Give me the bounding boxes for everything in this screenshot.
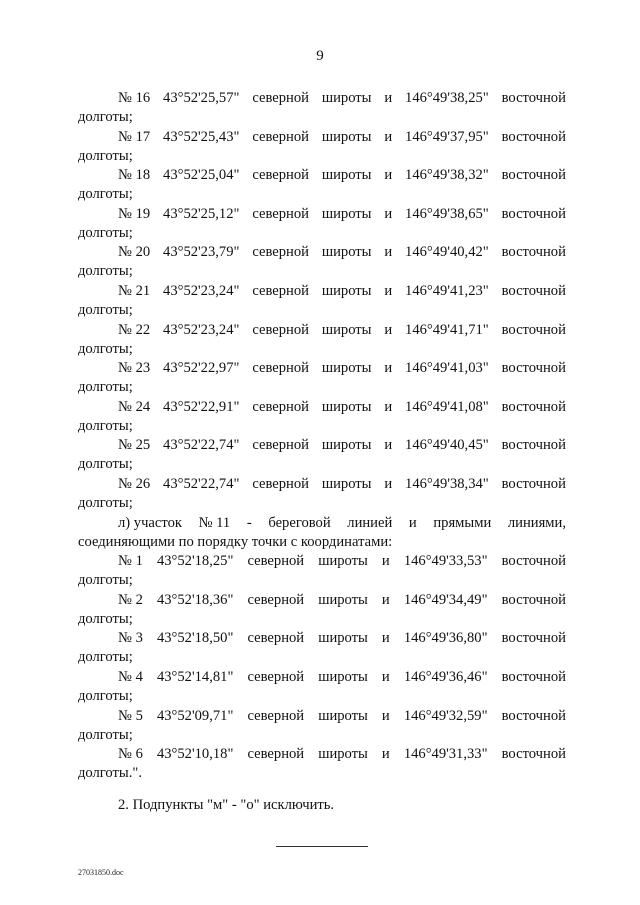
word-latitude: широты (318, 553, 368, 570)
word-north: северной (252, 398, 309, 415)
longitude-value: 146°49'40,45" (405, 437, 489, 454)
word-latitude: широты (321, 398, 372, 415)
coordinate-line (78, 397, 566, 417)
word-north: северной (252, 437, 309, 454)
word-latitude: широты (321, 205, 372, 222)
word-and: и (384, 205, 393, 222)
word-and: и (381, 668, 390, 685)
coordinate-line (78, 628, 566, 648)
coordinate-line (78, 204, 566, 224)
coordinate-entry (78, 204, 566, 243)
footer-rule (276, 846, 368, 847)
word-east: восточной (501, 244, 566, 261)
longitude-value: 146°49'41,23" (405, 282, 489, 299)
longitude-word: долготы; (78, 456, 133, 473)
longitude-value: 146°49'40,42" (405, 244, 489, 261)
latitude-value: 43°52'09,71" (156, 707, 234, 724)
word-north: северной (252, 321, 309, 338)
coordinate-entry (78, 88, 566, 127)
word-east: восточной (501, 475, 566, 492)
word-latitude: широты (321, 360, 372, 377)
word-latitude: широты (318, 746, 368, 763)
longitude-word: долготы; (78, 224, 133, 241)
word-east: восточной (501, 360, 566, 377)
coordinate-line (78, 127, 566, 147)
word-and: и (381, 707, 390, 724)
point-number: № 25 (118, 437, 151, 454)
word-north: северной (247, 630, 305, 647)
word-latitude: широты (321, 244, 372, 261)
section-l-word: линией (347, 514, 393, 531)
word-north: северной (247, 746, 305, 763)
word-north: северной (252, 244, 309, 261)
word-and: и (381, 746, 390, 763)
word-latitude: широты (318, 630, 368, 647)
longitude-value: 146°49'33,53" (403, 553, 488, 570)
latitude-value: 43°52'18,25" (156, 553, 234, 570)
word-latitude: широты (321, 437, 372, 454)
point-number: № 20 (118, 244, 151, 261)
latitude-value: 43°52'22,74" (163, 475, 240, 492)
longitude-word: долготы; (78, 610, 133, 627)
word-east: восточной (501, 90, 566, 106)
word-north: северной (252, 167, 309, 184)
longitude-word: долготы; (78, 147, 133, 164)
word-east: восточной (501, 553, 566, 570)
longitude-word: долготы.". (78, 765, 142, 782)
longitude-word: долготы; (78, 649, 133, 666)
word-latitude: широты (321, 282, 372, 299)
word-latitude: широты (318, 707, 368, 724)
word-east: восточной (501, 668, 566, 685)
word-north: северной (252, 128, 309, 145)
section-l-word: - (246, 514, 252, 531)
latitude-value: 43°52'25,12" (163, 205, 240, 222)
longitude-value: 146°49'34,49" (403, 591, 488, 608)
coordinate-entry (78, 744, 566, 783)
coordinate-entry (78, 320, 566, 359)
word-east: восточной (501, 167, 566, 184)
coordinate-entry (78, 590, 566, 629)
latitude-value: 43°52'18,36" (156, 591, 234, 608)
longitude-word: долготы; (78, 301, 133, 318)
word-east: восточной (501, 128, 566, 145)
footer-filename: 27031850.doc (78, 868, 124, 877)
word-north: северной (247, 553, 305, 570)
word-north: северной (252, 475, 309, 492)
longitude-word: долготы; (78, 572, 133, 589)
section-l-word: линиями, (507, 514, 566, 531)
longitude-value: 146°49'31,33" (403, 746, 488, 763)
point-number: № 3 (118, 630, 143, 647)
word-latitude: широты (318, 668, 368, 685)
word-and: и (384, 321, 393, 338)
coordinate-entry (78, 242, 566, 281)
coordinate-line (78, 320, 566, 340)
latitude-value: 43°52'25,57" (163, 90, 240, 106)
word-and: и (384, 128, 393, 145)
point-number: № 19 (118, 205, 151, 222)
point-number: № 23 (118, 360, 151, 377)
longitude-word: долготы; (78, 340, 133, 357)
point-number: № 18 (118, 167, 151, 184)
section-l-line2: соединяющими по порядку точки с координатами: (78, 533, 393, 550)
word-north: северной (247, 591, 305, 608)
longitude-value: 146°49'38,25" (405, 90, 489, 106)
word-and: и (384, 360, 393, 377)
word-east: восточной (501, 437, 566, 454)
word-and: и (381, 591, 390, 608)
longitude-word: долготы; (78, 263, 133, 280)
word-latitude: широты (321, 167, 372, 184)
latitude-value: 43°52'25,43" (163, 128, 240, 145)
coordinate-entry (78, 281, 566, 320)
word-north: северной (252, 205, 309, 222)
longitude-word: долготы; (78, 417, 133, 434)
section-l-paragraph (78, 513, 566, 552)
word-latitude: широты (321, 90, 372, 106)
section-l-word: и (408, 514, 417, 531)
point-number: № 21 (118, 282, 151, 299)
coordinate-entry (78, 474, 566, 513)
coordinate-entry (78, 551, 566, 590)
latitude-value: 43°52'23,24" (163, 321, 240, 338)
latitude-value: 43°52'25,04" (163, 167, 240, 184)
word-north: северной (247, 668, 305, 685)
latitude-value: 43°52'23,79" (163, 244, 240, 261)
section-l-word: № 11 (198, 514, 231, 531)
word-latitude: широты (318, 591, 368, 608)
point-number: № 5 (118, 707, 143, 724)
longitude-word: долготы; (78, 726, 133, 743)
latitude-value: 43°52'18,50" (156, 630, 234, 647)
longitude-value: 146°49'41,71" (405, 321, 489, 338)
latitude-value: 43°52'23,24" (163, 282, 240, 299)
point-number: № 6 (118, 746, 143, 763)
word-latitude: широты (321, 128, 372, 145)
longitude-word: долготы; (78, 687, 133, 704)
word-and: и (384, 167, 393, 184)
coordinate-line (78, 165, 566, 185)
point-number: № 22 (118, 321, 151, 338)
word-east: восточной (501, 707, 566, 724)
word-north: северной (252, 90, 309, 106)
word-north: северной (252, 282, 309, 299)
word-and: и (384, 90, 393, 106)
word-east: восточной (501, 205, 566, 222)
word-north: северной (247, 707, 305, 724)
coordinate-list-group1 (78, 88, 566, 513)
point-number: № 17 (118, 128, 151, 145)
latitude-value: 43°52'14,81" (156, 668, 234, 685)
coordinate-line (78, 88, 566, 108)
word-latitude: широты (321, 321, 372, 338)
longitude-value: 146°49'38,65" (405, 205, 489, 222)
longitude-value: 146°49'37,95" (405, 128, 489, 145)
section-l-line1 (78, 513, 566, 533)
longitude-word: долготы; (78, 494, 133, 511)
word-and: и (384, 282, 393, 299)
word-east: восточной (501, 746, 566, 763)
point-number: № 1 (118, 553, 143, 570)
coordinate-line (78, 358, 566, 378)
word-east: восточной (501, 398, 566, 415)
word-and: и (381, 630, 390, 647)
coordinate-entry (78, 358, 566, 397)
coordinate-line (78, 667, 566, 687)
longitude-word: долготы; (78, 186, 133, 203)
final-item: 2. Подпункты "м" - "о" исключить. (118, 796, 335, 813)
word-and: и (384, 437, 393, 454)
longitude-value: 146°49'38,34" (405, 475, 489, 492)
longitude-value: 146°49'41,08" (405, 398, 489, 415)
word-east: восточной (501, 630, 566, 647)
word-east: восточной (501, 321, 566, 338)
word-and: и (384, 475, 393, 492)
word-and: и (381, 553, 390, 570)
coordinate-line (78, 281, 566, 301)
point-number: № 2 (118, 591, 143, 608)
section-l-word: л) участок (118, 514, 182, 531)
point-number: № 16 (118, 90, 151, 106)
coordinate-line (78, 474, 566, 494)
latitude-value: 43°52'22,91" (163, 398, 240, 415)
word-and: и (384, 398, 393, 415)
latitude-value: 43°52'10,18" (156, 746, 234, 763)
longitude-value: 146°49'36,80" (403, 630, 488, 647)
coordinate-line (78, 435, 566, 455)
coordinate-line (78, 706, 566, 726)
coordinate-entry (78, 127, 566, 166)
coordinate-entry (78, 165, 566, 204)
coordinate-entry (78, 435, 566, 474)
point-number: № 4 (118, 668, 143, 685)
page-number: 9 (316, 48, 324, 64)
longitude-value: 146°49'41,03" (405, 360, 489, 377)
word-east: восточной (501, 591, 566, 608)
word-north: северной (252, 360, 309, 377)
coordinate-line (78, 590, 566, 610)
coordinate-entry (78, 397, 566, 436)
longitude-value: 146°49'36,46" (403, 668, 488, 685)
coordinate-line (78, 551, 566, 571)
section-l-word: прямыми (433, 514, 492, 531)
longitude-word: долготы; (78, 379, 133, 396)
coordinate-entry (78, 628, 566, 667)
coordinate-entry (78, 667, 566, 706)
word-and: и (384, 244, 393, 261)
word-east: восточной (501, 282, 566, 299)
word-latitude: широты (321, 475, 372, 492)
coordinate-list-group2 (78, 551, 566, 783)
document-body (78, 88, 566, 815)
coordinate-entry (78, 706, 566, 745)
latitude-value: 43°52'22,74" (163, 437, 240, 454)
longitude-value: 146°49'32,59" (403, 707, 488, 724)
latitude-value: 43°52'22,97" (163, 360, 240, 377)
coordinate-line (78, 744, 566, 764)
coordinate-line (78, 242, 566, 262)
longitude-value: 146°49'38,32" (405, 167, 489, 184)
point-number: № 26 (118, 475, 151, 492)
section-l-word: береговой (268, 514, 331, 531)
point-number: № 24 (118, 398, 151, 415)
longitude-word: долготы; (78, 109, 133, 125)
